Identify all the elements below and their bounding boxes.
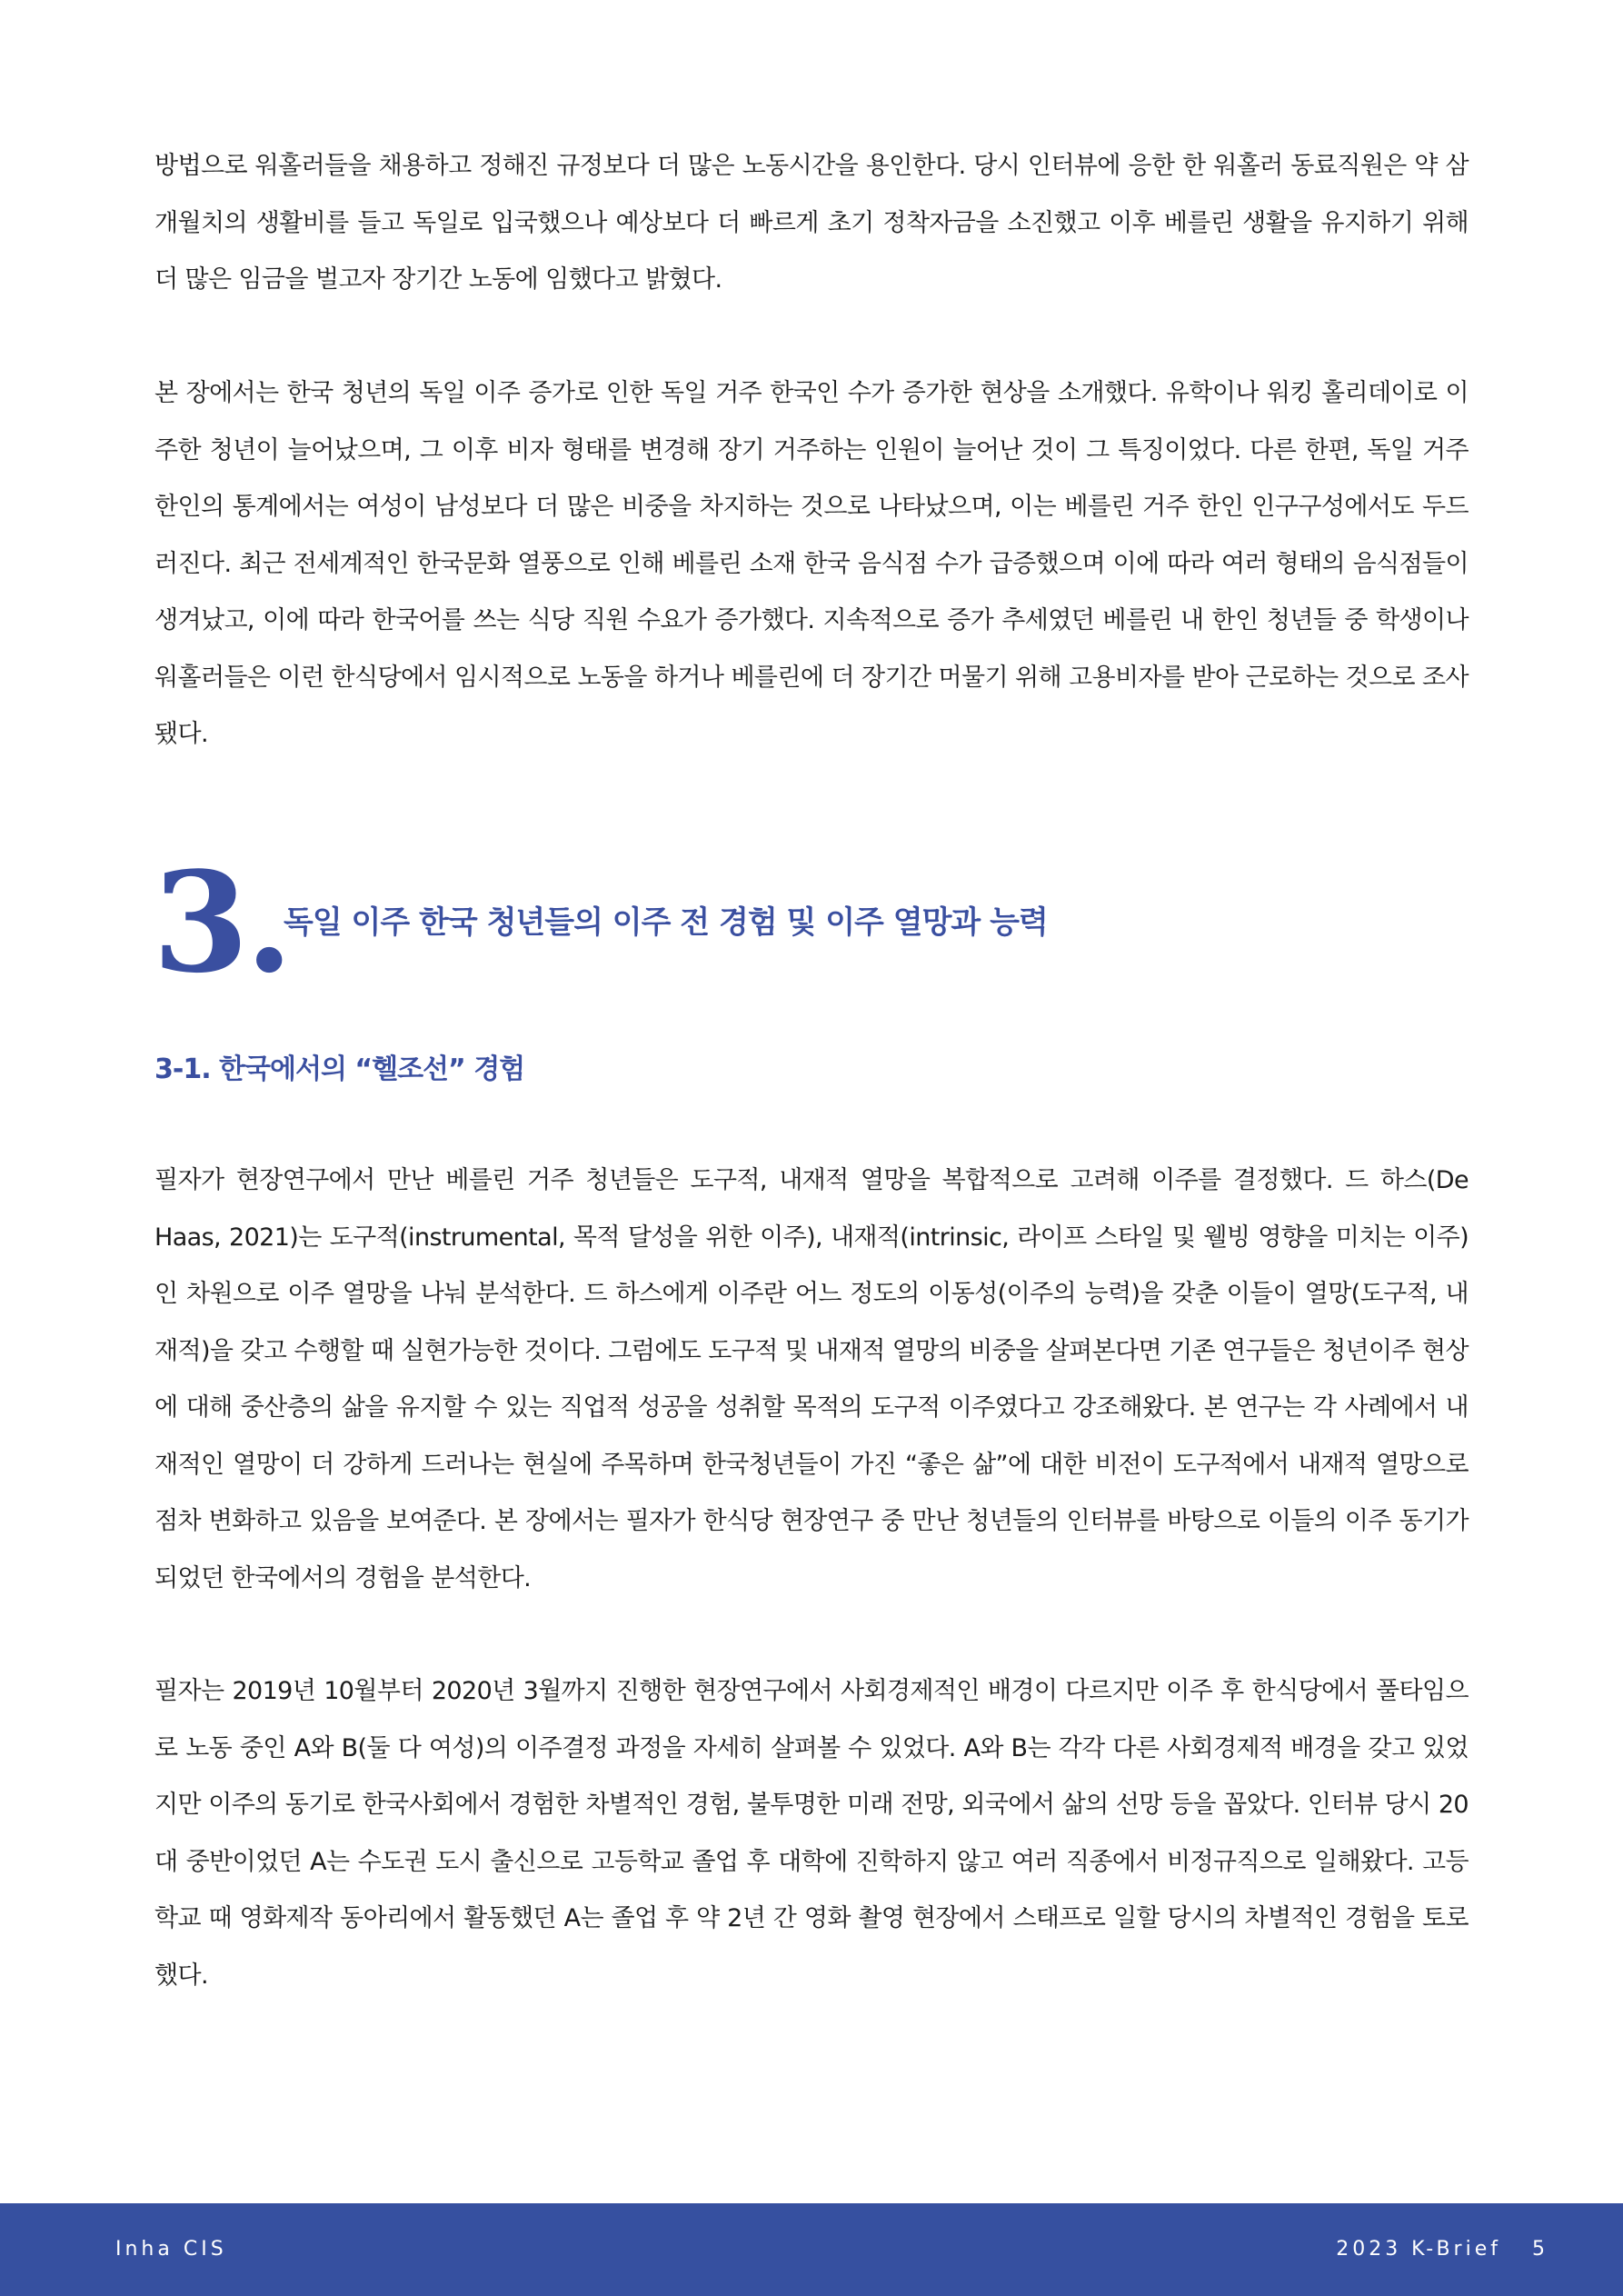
footer-publication: 2023 K-Brief — [1336, 2238, 1501, 2261]
body-paragraph: 본 장에서는 한국 청년의 독일 이주 증가로 인한 독일 거주 한국인 수가 증가한 현상을 소개했다. 유학이나 워킹 홀리데이로 이주한 청년이 늘어났으며, 그 이후 비자 형태를 변경해 장기 거주하는 인원이 늘어난 것이 그 특징이었다. 다른 한편, 독일 거주 한인의 통계에서는 여성이 남성보다 더 많은 비중을 차지하는 것으로 나타났으며, 이는 베를린 거주 한인 인구구성에서도 두드러진다. 최근 전세계적인 한국문화 열풍으로 인해 베를린 소재 한국 음식점 수가 급증했으며 이에 따라 여러 형태의 음식점들이 생겨났고, 이에 따라 한국어를 쓰는 식당 직원 수요가 증가했다. 지속적으로 증가 추세였던 베를린 내 한인 청년들 중 학생이나 워홀러들은 이런 한식당에서 임시적으로 노동을 하거나 베를린에 더 장기간 머물기 위해 고용비자를 받아 근로하는 것으로 조사됐다. — [154, 379, 1469, 748]
footer-publisher: Inha CIS — [115, 2238, 227, 2261]
page-footer — [0, 2203, 1623, 2296]
section-number: 3. — [153, 841, 290, 1003]
subsection-title: 3-1. 한국에서의 “헬조선” 경험 — [154, 1053, 525, 1085]
section-heading — [153, 841, 1334, 1003]
body-paragraph: 방법으로 워홀러들을 채용하고 정해진 규정보다 더 많은 노동시간을 용인한다. 당시 인터뷰에 응한 한 워홀러 동료직원은 약 삼 개월치의 생활비를 들고 독일로 입국했으나 예상보다 더 빠르게 초기 정착자금을 소진했고 이후 베를린 생활을 유지하기 위해 더 많은 임금을 벌고자 장기간 노동에 임했다고 밝혔다. — [154, 152, 1469, 294]
body-paragraph: 필자는 2019년 10월부터 2020년 3월까지 진행한 현장연구에서 사회경제적인 배경이 다르지만 이주 후 한식당에서 풀타임으로 노동 중인 A와 B(둘 다 여성)의 이주결정 과정을 자세히 살펴볼 수 있었다. A와 B는 각각 다른 사회경제적 배경을 갖고 있었지만 이주의 동기로 한국사회에서 경험한 차별적인 경험, 불투명한 미래 전망, 외국에서 삶의 선망 등을 꼽았다. 인터뷰 당시 20대 중반이었던 A는 수도권 도시 출신으로 고등학교 졸업 후 대학에 진학하지 않고 여러 직종에서 비정규직으로 일해왔다. 고등학교 때 영화제작 동아리에서 활동했던 A는 졸업 후 약 2년 간 영화 촬영 현장에서 스태프로 일할 당시의 차별적인 경험을 토로했다. — [154, 1677, 1469, 1990]
body-paragraph: 필자가 현장연구에서 만난 베를린 거주 청년들은 도구적, 내재적 열망을 복합적으로 고려해 이주를 결정했다. 드 하스(De Haas, 2021)는 도구적(instrumental, 목적 달성을 위한 이주), 내재적(intrinsic, 라이프 스타일 및 웰빙 영향을 미치는 이주)인 차원으로 이주 열망을 나눠 분석한다. 드 하스에게 이주란 어느 정도의 이동성(이주의 능력)을 갖춘 이들이 열망(도구적, 내재적)을 갖고 수행할 때 실현가능한 것이다. 그럼에도 도구적 및 내재적 열망의 비중을 살펴본다면 기존 연구들은 청년이주 현상에 대해 중산층의 삶을 유지할 수 있는 직업적 성공을 성취할 목적의 도구적 이주였다고 강조해왔다. 본 연구는 각 사례에서 내재적인 열망이 더 강하게 드러나는 현실에 주목하며 한국청년들이 가진 “좋은 삶”에 대한 비전이 도구적에서 내재적 열망으로 점차 변화하고 있음을 보여준다. 본 장에서는 필자가 한식당 현장연구 중 만난 청년들의 인터뷰를 바탕으로 이들의 이주 동기가 되었던 한국에서의 경험을 분석한다. — [154, 1166, 1469, 1592]
section-title: 독일 이주 한국 청년들의 이주 전 경험 및 이주 열망과 능력 — [284, 904, 1048, 941]
page-number: 5 — [1532, 2238, 1545, 2261]
